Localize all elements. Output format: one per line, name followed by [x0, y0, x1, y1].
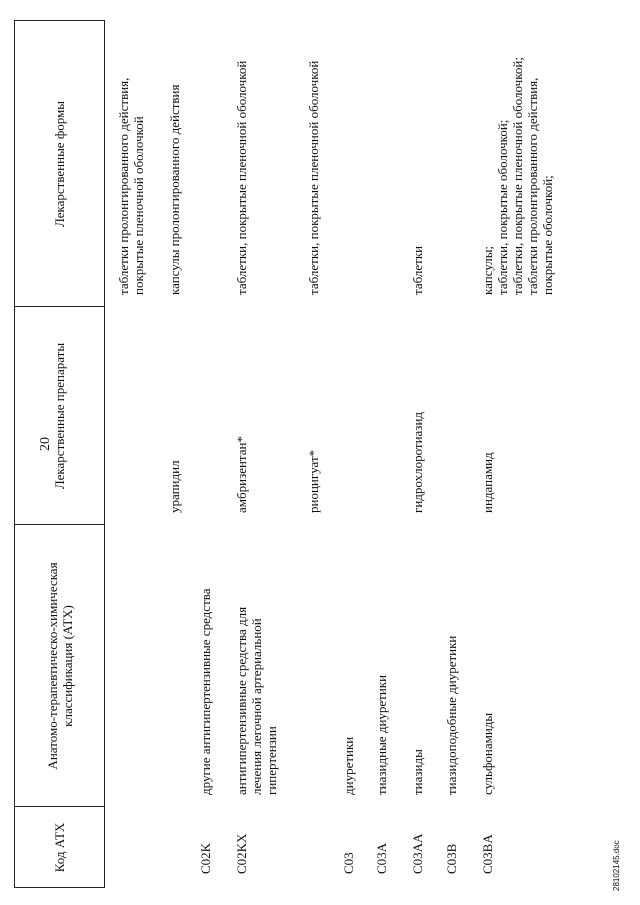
row-2-code: C02K [198, 842, 213, 874]
row-5-code: C03 [341, 852, 356, 874]
row-4-form-0: таблетки, покрытые пленочной оболочкой [306, 60, 321, 295]
row-3-class-1: лечения легочной артериальной [249, 618, 264, 795]
table-top-border [14, 20, 15, 888]
footer-filename: 28102145.doc [612, 840, 621, 891]
row-7-form-0: таблетки [410, 245, 425, 295]
row-3-form-0: таблетки, покрытые пленочной оболочкой [234, 60, 249, 295]
row-6-class-0: тиазидные диуретики [374, 674, 389, 795]
row-3-code: C02KX [234, 833, 249, 874]
row-9-form-3: таблетки пролонгированного действия, [525, 77, 540, 295]
row-9-form-0: капсулы; [480, 245, 495, 295]
row-0-form-0: таблетки пролонгированного действия, [116, 77, 131, 295]
header-class-line2: классификация (АТХ) [60, 605, 75, 727]
row-9-code: C03BA [480, 834, 495, 874]
header-class-line1: Анатомо-терапевтическо-химическая [45, 562, 60, 770]
row-9-drug: индапамид [480, 452, 495, 513]
row-0-form-1: покрытые пленочной оболочкой [131, 116, 146, 295]
row-4-drug: риоцигуат* [306, 449, 321, 513]
header-drugs: Лекарственные препараты [52, 342, 67, 490]
row-7-code: C03AA [410, 833, 425, 874]
row-8-class-0: тиазидоподобные диуретики [444, 635, 459, 795]
row-9-class-0: сульфонамиды [480, 712, 495, 795]
row-1-form-0: капсулы пролонгированного действия [167, 84, 182, 295]
row-3-class-0: антигипертензивные средства для [234, 606, 249, 795]
row-9-form-2: таблетки, покрытые пленочной оболочкой; [510, 57, 525, 295]
row-9-form-1: таблетки, покрытые оболочкой; [495, 119, 510, 295]
row-7-drug: гидрохлоротиазид [410, 411, 425, 513]
row-7-class-0: тиазиды [410, 749, 425, 795]
page-number: 20 [38, 437, 53, 451]
row-8-code: C03B [444, 843, 459, 874]
row-2-class-0: другие антигипертензивные средства [198, 588, 213, 795]
row-3-class-2: гипертензии [264, 726, 279, 795]
header-forms: Лекарственные формы [52, 100, 67, 228]
row-5-class-0: диуретики [341, 736, 356, 795]
row-6-code: C03A [374, 842, 389, 874]
row-1-drug: урапидил [167, 460, 182, 513]
header-bottom-border [104, 20, 105, 888]
row-9-form-4: покрытые оболочкой; [540, 175, 555, 295]
row-3-drug: амбризентан* [234, 436, 249, 513]
header-code: Код АТХ [52, 822, 67, 873]
